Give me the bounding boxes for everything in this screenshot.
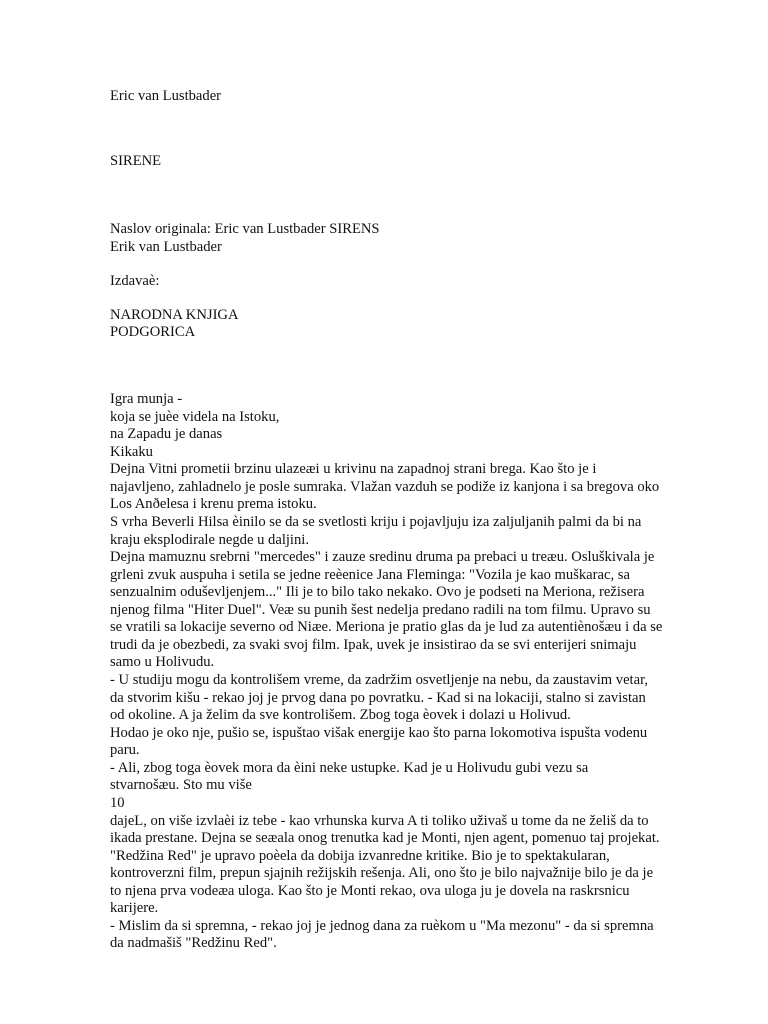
body-text [110, 391, 662, 953]
text-line: - Mislim da si spremna, - rekao joj je jednog dana za ruèkom u "Ma mezonu" - da si spremna [110, 917, 654, 934]
text-line: njenog filma "Hiter Duel". Veæ su punih šest nedelja predano radili na tom filmu. Upravo su [110, 601, 651, 618]
text-line: dajeL, on više izvlaèi iz tebe - kao vrhunska kurva A ti toliko uživaš u tome da ne želiš da to [110, 812, 649, 829]
text-line: grleni zvuk auspuha i setila se jedne reèenice Jana Fleminga: "Vozila je kao muškarac, sa [110, 566, 630, 583]
publisher-city: PODGORICA [110, 324, 196, 340]
text-line: senzualnim oduševljenjem..." Ili je to bilo tako nekako. Ovo je podseti na Meriona, režisera [110, 584, 645, 601]
text-line: to njena prva vodeæa uloga. Kao što je Monti rekao, ova uloga ju je dovela na raskrsnicu [110, 882, 630, 899]
text-line: - U studiju mogu da kontrolišem vreme, da zadržim osvetljenje na nebu, da zaustavim vetar, [110, 672, 649, 688]
text-line: da stvorim kišu - rekao joj je prvog dana po povratku. - Kad si na lokaciji, stalno si zavistan [110, 689, 646, 706]
text-line: S vrha Beverli Hilsa èinilo se da se svetlosti kriju i pojavljuju iza zaljuljanih palmi da bi na [110, 513, 642, 530]
text-line: od okoline. A ja želim da sve kontrolišem. Zbog toga èovek i dolazi u Holivud. [110, 707, 571, 724]
text-line: karijere. [110, 900, 159, 917]
text-line: Dejna mamuznu srebrni "mercedes" i zauze sredinu druma pa prebaci u treæu. Osluškivala je [110, 549, 655, 566]
text-line: samo u Holivudu. [110, 654, 215, 671]
author-alt-line: Erik van Lustbader [110, 239, 222, 255]
text-line: "Redžina Red" je upravo poèela da dobija izvanredne kritike. Bio je to spektakularan, [110, 847, 610, 864]
text-line: se vratili sa lokacije severno od Niæe. Meriona je pratio glas da je lud za autentiènošæu i da se [110, 619, 663, 636]
text-line: paru. [110, 742, 140, 759]
text-line: trudi da je obezbedi, za svaki svoj film. Ipak, uvek je insistirao da se svi enterijeri snimaju [110, 636, 637, 653]
text-line: Kikaku [110, 443, 153, 460]
text-line: 10 [110, 794, 125, 811]
text-line: da nadmašiš "Redžinu Red". [110, 935, 277, 952]
text-line: kraju eksplodirale negde u daljini. [110, 531, 309, 548]
original-title-line: Naslov originala: Eric van Lustbader SIRENS [110, 221, 380, 237]
book-title: SIRENE [110, 153, 162, 169]
publisher-label: Izdavaè: [110, 273, 160, 289]
text-line: ikada prestane. Dejna se seæala onog trenutka kad je Monti, njen agent, pomenuo taj projekat. [110, 830, 660, 847]
text-line: stvarnošæu. Sto mu više [110, 777, 252, 794]
text-line: Igra munja - [110, 391, 183, 407]
text-line: Hodao je oko nje, pušio se, ispuštao višak energije kao što parna lokomotiva ispušta vodenu [110, 724, 648, 741]
text-line: koja se juèe videla na Istoku, [110, 408, 280, 425]
text-line: na Zapadu je danas [110, 426, 223, 443]
text-line: kontroverzni film, prepun sjajnih režijskih rešenja. Ali, ono što je bilo najvažnije bilo je da je [110, 865, 654, 882]
author-line: Eric van Lustbader [110, 88, 222, 104]
text-line: najavljeno, zahladnelo je posle sumraka. Vlažan vazduh se podiže iz kanjona i sa bregova oko [110, 478, 660, 495]
publisher-name: NARODNA KNJIGA [110, 307, 239, 323]
text-line: Los Anðelesa i krenu prema istoku. [110, 496, 317, 513]
text-line: Dejna Vitni prometii brzinu ulazeæi u krivinu na zapadnoj strani brega. Kao što je i [110, 461, 597, 478]
text-line: - Ali, zbog toga èovek mora da èini neke ustupke. Kad je u Holivudu gubi vezu sa [110, 759, 589, 776]
